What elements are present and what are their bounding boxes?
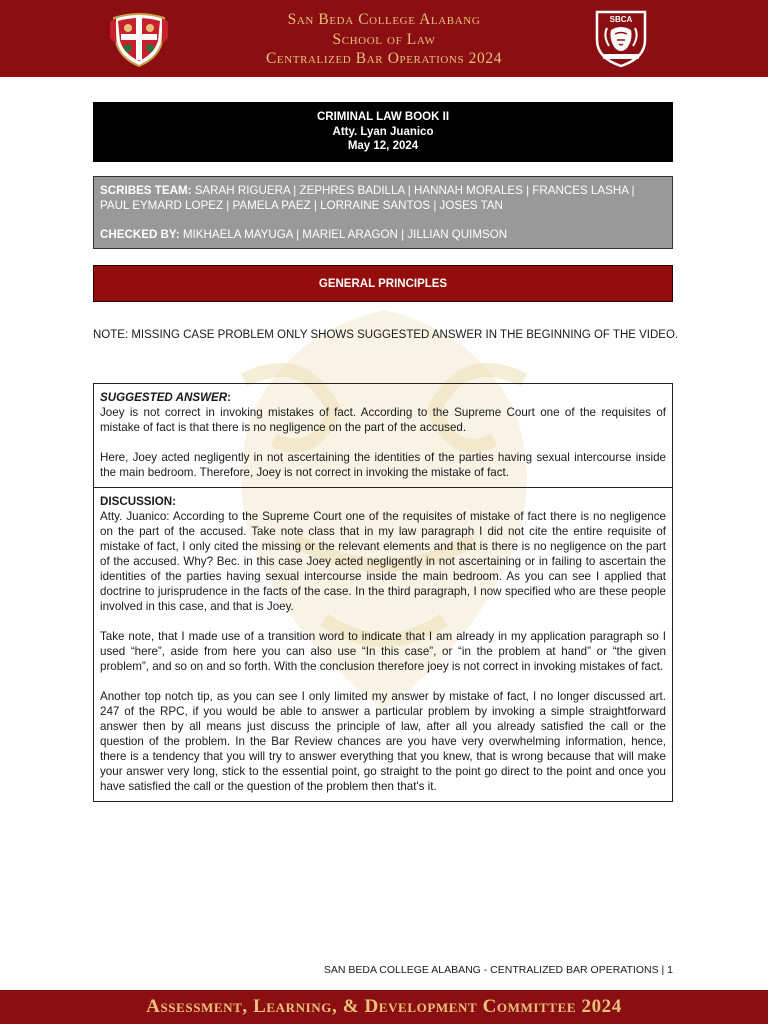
- suggested-answer-label: SUGGESTED ANSWER: [100, 391, 228, 404]
- sbca-lion-seal-logo: [593, 6, 649, 68]
- scribes-block: [93, 176, 673, 249]
- committee-footer-band: Assessment, Learning, & Development Committee 2024: [0, 990, 768, 1024]
- missing-case-note: NOTE: MISSING CASE PROBLEM ONLY SHOWS SUGGESTED ANSWER IN THE BEGINNING OF THE VIDEO.: [93, 329, 679, 341]
- seal-text: SBCA: [609, 15, 633, 24]
- suggested-answer-heading: [100, 390, 666, 405]
- suggested-answer-cell: [94, 384, 672, 487]
- checked-by: [100, 227, 666, 242]
- header-line-law: School of Law: [332, 30, 436, 48]
- discussion-paragraph: Another top notch tip, as you can see I only limited my answer by mistake of fact, I no longer discussed art. 247 of the RPC, if you would be able to answer a particular problem by invoking a simple straightforward answer then by all means just discuss the principle of law, after all you already satisfied the call or the question of the problem. In the Bar Review chances are you have very overwhelming information, hence, there is a tendency that you will try to answer everything that you knew, that is wrong because that will make your answer very long, stick to the essential point, go straight to the point go direct to the point and once you have satisfied the call or the question of the problem then that's it.: [100, 690, 666, 793]
- discussion-heading: DISCUSSION:: [100, 495, 177, 508]
- scribes-team-names: SARAH RIGUERA | ZEPHRES BADILLA | HANNAH MORALES | FRANCES LASHA | PAUL EYMARD LOPEZ | PAMELA PAEZ | LORRAINE SANTOS | JOSES TAN: [100, 184, 635, 212]
- checked-by-names: MIKHAELA MAYUGA | MARIEL ARAGON | JILLIAN QUIMSON: [182, 228, 508, 241]
- header-line-school: San Beda College Alabang: [287, 11, 481, 28]
- lecture-title-block: [93, 102, 673, 162]
- header-title: [190, 10, 578, 69]
- header-band: [0, 0, 768, 77]
- discussion-cell: [94, 487, 672, 801]
- answer-table: [93, 383, 673, 802]
- subject-title: CRIMINAL LAW BOOK II: [316, 111, 450, 123]
- section-banner: GENERAL PRINCIPLES: [93, 265, 673, 302]
- suggested-answer-paragraph: Here, Joey acted negligently in not ascertaining the identities of the parties having sexual intercourse inside the main bedroom. Therefore, Joey is not correct in invoking the mistake of fact.: [100, 451, 666, 479]
- suggested-answer-colon: :: [227, 391, 231, 404]
- scribes-team: [100, 183, 666, 213]
- lecture-date: May 12, 2024: [347, 140, 419, 152]
- discussion-paragraph: Atty. Juanico: According to the Supreme Court one of the requisites of mistake of fact there is no negligence on the part of the accused. Take note class that in my law paragraph I did not cite the entire requisite of mistake of fact, I only cited the missing or the relevant elements and that is there is no negligence on the part of the accused. Why? Bec. in this case Joey acted negligently in not ascertaining or in failing to ascertain the identities of the parties having sexual intercourse inside the main bedroom. As you can see I applied that doctrine to jurisprudence in the facts of the case. In the third paragraph, I now specified who are these people involved in this case, and that is Joey.: [100, 510, 666, 613]
- san-beda-crest-logo: [108, 8, 170, 68]
- scribes-team-label: SCRIBES TEAM:: [100, 184, 192, 197]
- page-footer-label: SAN BEDA COLLEGE ALABANG - CENTRALIZED BAR OPERATIONS | 1: [323, 964, 673, 976]
- lecturer-name: Atty. Lyan Juanico: [332, 125, 434, 138]
- suggested-answer-paragraph: Joey is not correct in invoking mistakes of fact. According to the Supreme Court one of the requisites of mistake of fact is that there is no negligence on the part of the accused.: [100, 406, 666, 434]
- header-line-operations: Centralized Bar Operations 2024: [265, 50, 503, 67]
- discussion-paragraph: Take note, that I made use of a transition word to indicate that I am already in my application paragraph so I used “here”, aside from here you can also use “In this case”, or “in the problem at hand” or “the given problem”, and so on and so forth. With the conclusion therefore joey is not correct in invoking mistakes of fact.: [100, 630, 666, 673]
- checked-by-label: CHECKED BY:: [100, 228, 180, 241]
